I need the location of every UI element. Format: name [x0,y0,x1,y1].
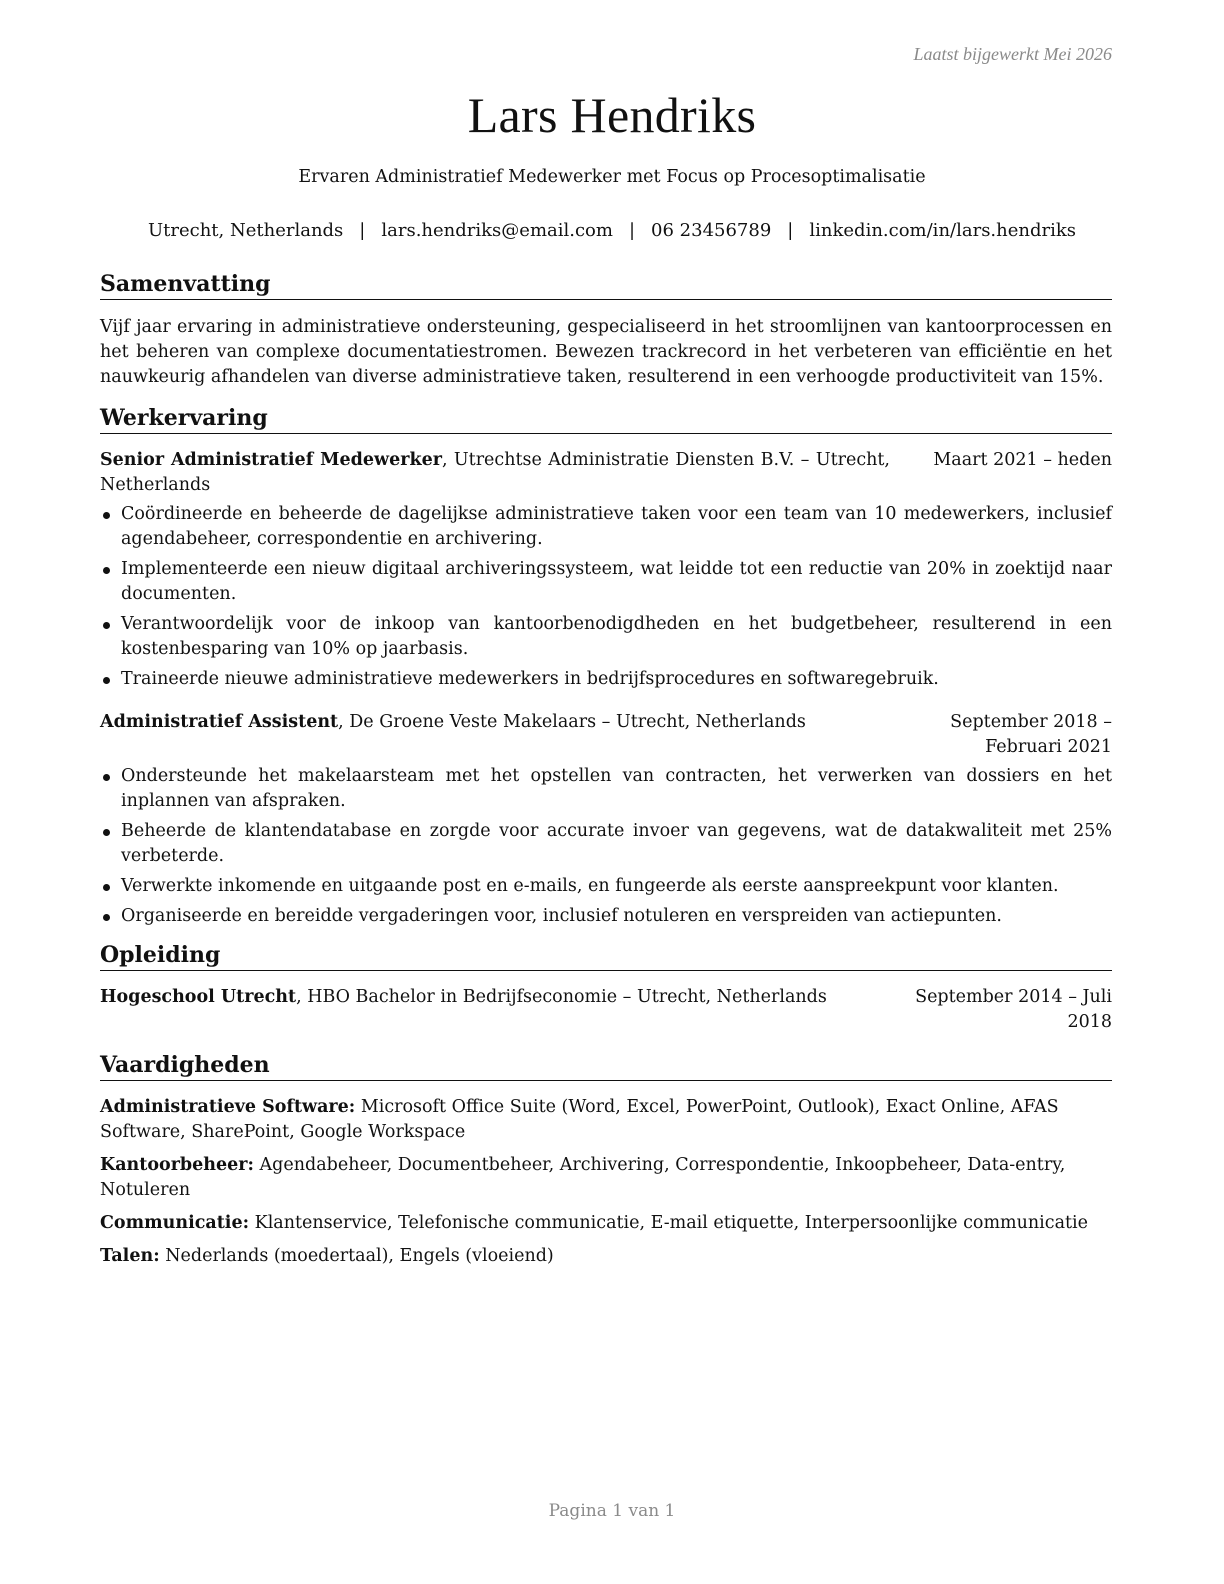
skill-value: Agendabeheer, Documentbeheer, Archivering, Correspondentie, Inkoopbeheer, Data-entry, Notuleren [100,1155,1066,1200]
bullet-text: Verwerkte inkomende en uitgaande post en e-mails, en fungeerde als eerste aanspreekpunt voor klanten. [121,876,1059,896]
bullet-text: Coördineerde en beheerde de dagelijkse administratieve taken voor een team van 10 medewerkers, inclusief agendabeheer, correspondentie en archivering. [121,504,1112,549]
bullet-text: Beheerde de klantendatabase en zorgde voor accurate invoer van gegevens, wat de datakwaliteit met 25% verbeterde. [121,821,1112,866]
contact-separator: | [628,220,636,241]
list-item [100,904,1112,929]
job-bullets [100,502,1112,692]
job-header [100,448,1112,498]
bullet-text: Ondersteunde het makelaarsteam met het opstellen van contracten, het verwerken van dossiers en het inplannen van afspraken. [121,766,1112,811]
contact-phone[interactable]: 06 23456789 [651,220,772,241]
skill-row [100,1095,1112,1145]
list-item [100,764,1112,814]
job-header [100,710,1112,760]
job-title-line [100,710,860,760]
resume-body [100,270,1112,1277]
bullet-icon [103,512,110,519]
skill-row [100,1211,1112,1236]
job-role: Administratief Assistent [100,712,339,732]
skill-label: Talen: [100,1246,160,1266]
education-title-line [100,985,860,1035]
section-title-experience: Werkervaring [100,404,1112,434]
skill-row [100,1244,1112,1269]
contact-email[interactable]: lars.hendriks@email.com [381,220,613,241]
skill-label: Communicatie: [100,1213,250,1233]
job-dates: September 2018 – Februari 2021 [950,712,1112,757]
list-item [100,874,1112,899]
bullet-icon [103,677,110,684]
education-header [100,985,1112,1035]
list-item [100,819,1112,869]
education-entry [100,985,1112,1035]
bullet-icon [103,829,110,836]
section-title-education: Opleiding [100,941,1112,971]
skill-label: Administratieve Software: [100,1097,356,1117]
bullet-icon [103,567,110,574]
list-item [100,612,1112,662]
bullet-icon [103,622,110,629]
skills-list [100,1095,1112,1269]
job-title-line [100,448,890,498]
candidate-name: Lars Hendriks [467,87,757,143]
page-number: Pagina 1 van 1 [548,1501,676,1521]
job-company: , De Groene Veste Makelaars – Utrecht, Netherlands [338,712,806,732]
contact-line [0,220,1224,241]
job-entry [100,448,1112,692]
list-item [100,667,1112,692]
contact-separator: | [787,220,794,241]
bullet-icon [103,914,110,921]
last-updated-note: Laatst bijgewerkt Mei 2026 [913,44,1112,64]
education-school: Hogeschool Utrecht [100,987,297,1007]
contact-linkedin[interactable]: linkedin.com/in/lars.hendriks [809,220,1077,241]
skill-value: Microsoft Office Suite (Word, Excel, PowerPoint, Outlook), Exact Online, AFAS Software, SharePoint, Google Workspace [100,1097,1059,1142]
bullet-icon [103,774,110,781]
skill-row [100,1153,1112,1203]
bullet-text: Traineerde nieuwe administratieve medewerkers in bedrijfsprocedures en softwaregebruik. [121,669,939,689]
job-company: , Utrechtse Administratie Diensten B.V. – Utrecht, Netherlands [100,450,890,495]
skill-label: Kantoorbeheer: [100,1155,254,1175]
education-degree: , HBO Bachelor in Bedrijfseconomie – Utrecht, Netherlands [296,987,827,1007]
skill-value: Nederlands (moedertaal), Engels (vloeiend) [159,1246,554,1266]
bullet-text: Implementeerde een nieuw digitaal archiveringssysteem, wat leidde tot een reductie van 20% in zoektijd naar documenten. [121,559,1112,604]
job-bullets [100,764,1112,929]
job-entry [100,710,1112,929]
bullet-icon [103,884,110,891]
section-title-summary: Samenvatting [100,270,1112,300]
summary-text: Vijf jaar ervaring in administratieve ondersteuning, gespecialiseerd in het stroomlijnen van kantoorprocessen en het beheren van complexe documentatiestromen. Bewezen trackrecord in het verbeteren van efficiëntie en het nauwkeurig afhandelen van diverse administratieve taken, resulterend in een verhoogde productiviteit van 15%. [100,317,1112,387]
job-dates: Maart 2021 – heden [933,450,1112,470]
bullet-text: Organiseerde en bereidde vergaderingen voor, inclusief notuleren en verspreiden van actiepunten. [121,906,1002,926]
candidate-subtitle: Ervaren Administratief Medewerker met Focus op Procesoptimalisatie [298,167,926,187]
list-item [100,557,1112,607]
job-role: Senior Administratief Medewerker [100,450,442,470]
section-title-skills: Vaardigheden [100,1051,1112,1081]
contact-location: Utrecht, Netherlands [147,220,344,241]
list-item [100,502,1112,552]
education-dates: September 2014 – Juli 2018 [915,987,1112,1032]
skill-value: Klantenservice, Telefonische communicatie, E-mail etiquette, Interpersoonlijke communicatie [249,1213,1088,1233]
bullet-text: Verantwoordelijk voor de inkoop van kantoorbenodigdheden en het budgetbeheer, resulterend in een kostenbesparing van 10% op jaarbasis. [121,614,1112,659]
contact-separator: | [359,220,366,241]
